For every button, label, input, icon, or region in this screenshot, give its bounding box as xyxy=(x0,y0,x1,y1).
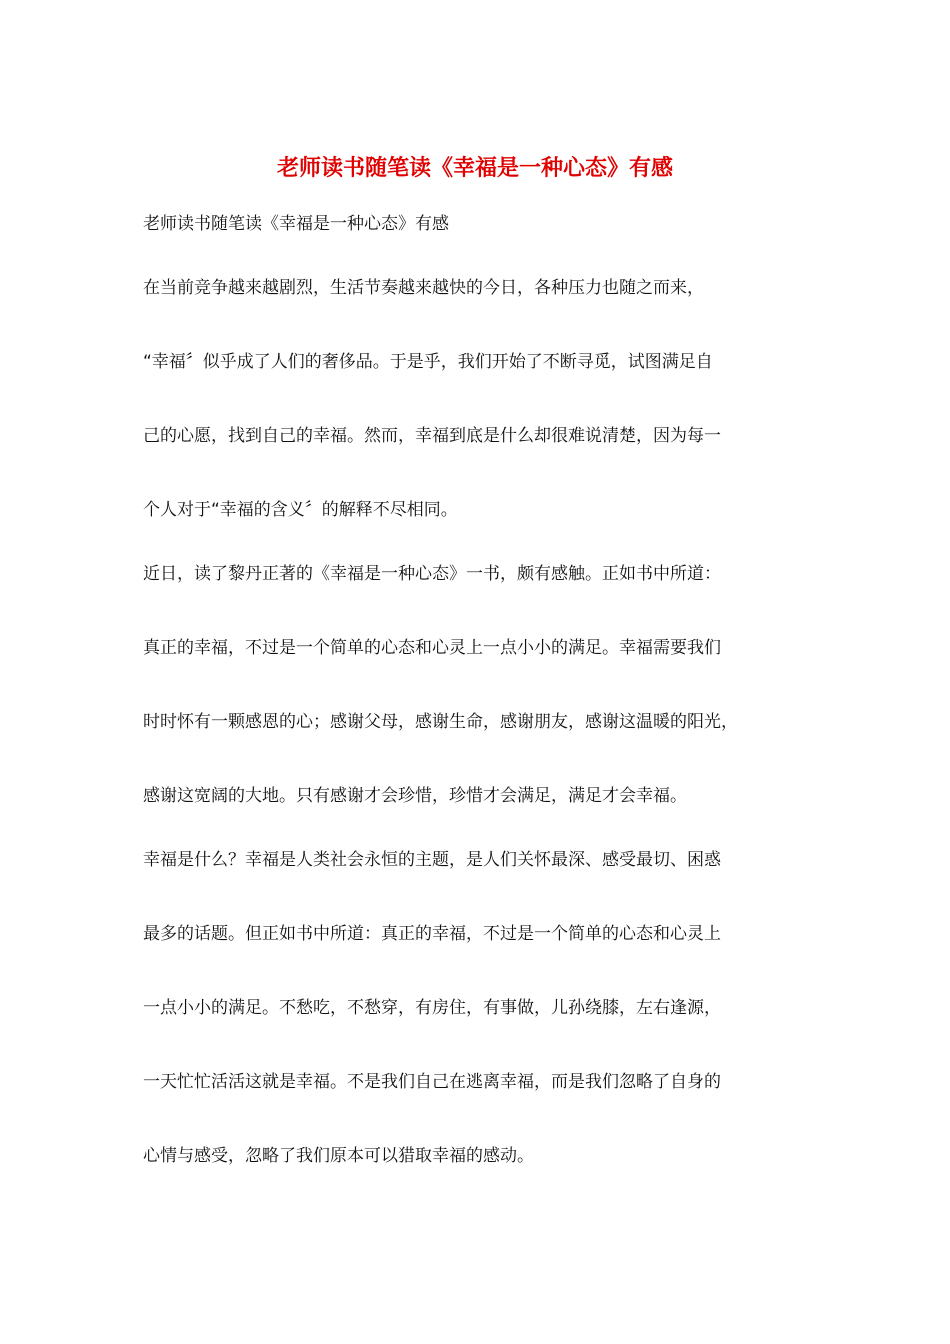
document-title: 老师读书随笔读《幸福是一种心态》有感 xyxy=(276,155,673,181)
paragraph-line: 近日，读了黎丹正著的《幸福是一种心态》一书，颇有感触。正如书中所道： xyxy=(143,564,721,584)
document-subtitle: 老师读书随笔读《幸福是一种心态》有感 xyxy=(143,214,449,234)
paragraph-line: 最多的话题。但正如书中所道：真正的幸福，不过是一个简单的心态和心灵上 xyxy=(143,924,721,944)
paragraph-line: 一点小小的满足。不愁吃，不愁穿，有房住，有事做，儿孙绕膝，左右逢源， xyxy=(143,998,721,1018)
paragraph-line: 感谢这宽阔的大地。只有感谢才会珍惜，珍惜才会满足，满足才会幸福。 xyxy=(143,786,687,806)
paragraph-line: 一天忙忙活活这就是幸福。不是我们自己在逃离幸福，而是我们忽略了自身的 xyxy=(143,1072,721,1092)
paragraph-line: 心情与感受，忽略了我们原本可以猎取幸福的感动。 xyxy=(143,1146,534,1166)
paragraph-line: 在当前竞争越来越剧烈，生活节奏越来越快的今日，各种压力也随之而来， xyxy=(143,278,704,298)
paragraph-line: 幸福是什么？幸福是人类社会永恒的主题，是人们关怀最深、感受最切、困惑 xyxy=(143,850,721,870)
paragraph-line: 真正的幸福，不过是一个简单的心态和心灵上一点小小的满足。幸福需要我们 xyxy=(143,638,721,658)
paragraph-line: 己的心愿，找到自己的幸福。然而，幸福到底是什么却很难说清楚，因为每一 xyxy=(143,426,721,446)
paragraph-line: 时时怀有一颗感恩的心；感谢父母，感谢生命，感谢朋友，感谢这温暖的阳光， xyxy=(143,712,738,732)
paragraph-line: 个人对于“幸福的含义〞的解释不尽相同。 xyxy=(143,500,458,520)
paragraph-line: “幸福〞似乎成了人们的奢侈品。于是乎，我们开始了不断寻觅，试图满足自 xyxy=(143,352,713,372)
